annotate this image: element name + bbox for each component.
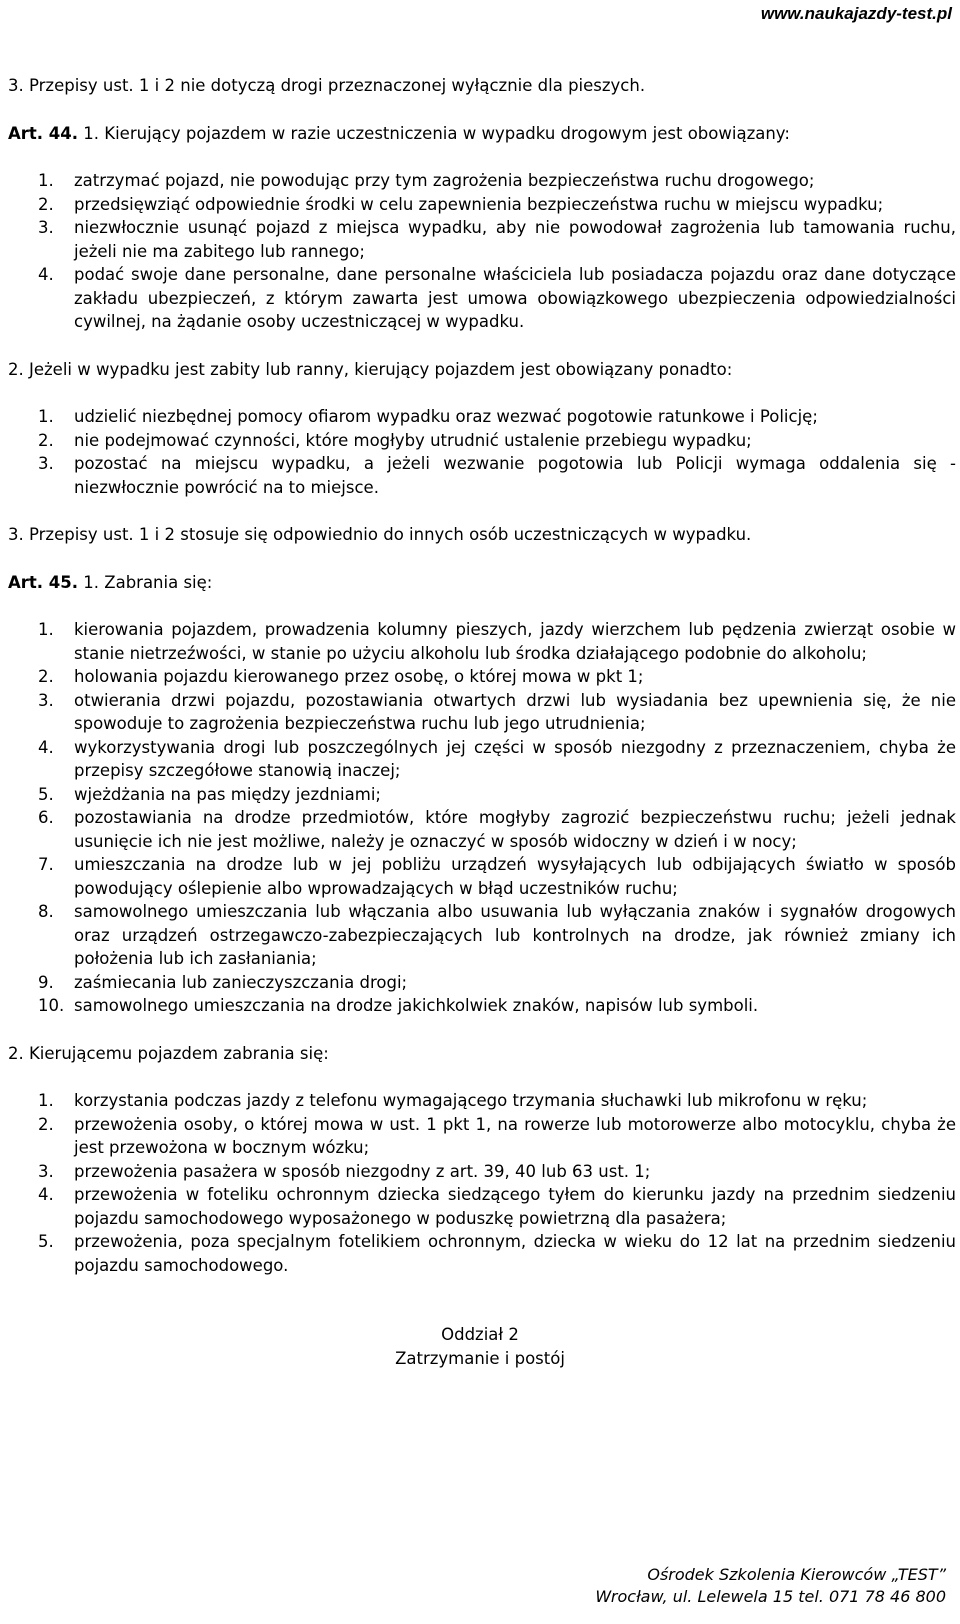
document-body bbox=[8, 74, 956, 1370]
list-item-text: wjeżdżania na pas między jezdniami; bbox=[74, 784, 381, 804]
list-item bbox=[8, 900, 956, 971]
list-item-number: 4. bbox=[38, 737, 54, 757]
article-44-text: 1. Kierujący pojazdem w razie uczestniczenia w wypadku drogowym jest obowiązany: bbox=[78, 123, 790, 143]
list-item-number: 8. bbox=[38, 902, 54, 921]
list-item bbox=[8, 1230, 956, 1277]
list-item bbox=[8, 618, 956, 665]
list-item-number: 1. bbox=[38, 171, 54, 190]
list-item-text: udzielić niezbędnej pomocy ofiarom wypadku oraz wezwać pogotowie ratunkowe i Policję; bbox=[74, 407, 818, 426]
list-item-number: 2. bbox=[38, 1114, 54, 1134]
list-item-text: zatrzymać pojazd, nie powodując przy tym zagrożenia bezpieczeństwa ruchu drogowego; bbox=[74, 171, 815, 190]
list-item bbox=[8, 665, 956, 689]
site-url: www.naukajazdy-test.pl bbox=[760, 4, 952, 23]
list-item bbox=[8, 736, 956, 783]
list-item bbox=[8, 216, 956, 263]
list-item bbox=[8, 1160, 956, 1184]
list-item-number: 6. bbox=[38, 808, 54, 827]
list-item-text: korzystania podczas jazdy z telefonu wymagającego trzymania słuchawki lub mikrofonu w ręku; bbox=[74, 1091, 868, 1110]
list-item-number: 4. bbox=[38, 1185, 54, 1204]
list-item-text: kierowania pojazdem, prowadzenia kolumny pieszych, jazdy wierzchem lub pędzenia zwierząt osobie w stanie nietrzeźwości, w stanie po użyciu alkoholu lub środka działającego podobnie do alkoholu; bbox=[74, 620, 956, 663]
list-item bbox=[8, 1089, 956, 1113]
list-item-text: umieszczania na drodze lub w jej pobliżu urządzeń wysyłających lub odbijających światło w sposób powodujący oślepienie albo wprowadzających w błąd uczestników ruchu; bbox=[74, 855, 956, 898]
list-item bbox=[8, 405, 956, 429]
section-title: Oddział 2 bbox=[441, 1325, 519, 1344]
list-item-text: przewożenia osoby, o której mowa w ust. 1 pkt 1, na rowerze lub motorowerze albo motocyklu, chyba że jest przewożona w bocznym wózku; bbox=[74, 1114, 956, 1157]
paragraph-43-3: 3. Przepisy ust. 1 i 2 nie dotyczą drogi przeznaczonej wyłącznie dla pieszych. bbox=[8, 76, 646, 95]
list-item-number: 3. bbox=[38, 454, 54, 473]
list-item-text: holowania pojazdu kierowanego przez osobę, o której mowa w pkt 1; bbox=[74, 667, 644, 686]
list-item-text: otwierania drzwi pojazdu, pozostawiania otwartych drzwi lub wysiadania bez upewnienia się, że nie spowoduje to zagrożenia bezpieczeństwa ruchu lub jego utrudnienia; bbox=[74, 690, 956, 733]
list-item-text: samowolnego umieszczania lub włączania albo usuwania lub wyłączania znaków i sygnałów drogowych oraz urządzeń ostrzegawczo-zabezpieczających lub kontrolnych na drodze, jak również zmiany ich położenia lub ich zasłaniania; bbox=[74, 902, 956, 968]
list-item bbox=[8, 806, 956, 853]
list-item-number: 7. bbox=[38, 855, 54, 874]
list-item-text: wykorzystywania drogi lub poszczególnych jej części w sposób niezgodny z przeznaczeniem, chyba że przepisy szczegółowe stanowią inaczej; bbox=[74, 737, 956, 780]
article-44-label: Art. 44. bbox=[8, 123, 79, 143]
list-item bbox=[8, 1113, 956, 1160]
list-item bbox=[8, 853, 956, 900]
list-item-number: 4. bbox=[38, 265, 54, 284]
paragraph-44-3: 3. Przepisy ust. 1 i 2 stosuje się odpowiednio do innych osób uczestniczących w wypadku. bbox=[8, 525, 752, 544]
list-art44-ust1 bbox=[8, 169, 956, 334]
list-item bbox=[8, 429, 956, 453]
list-item-text: zaśmiecania lub zanieczyszczania drogi; bbox=[74, 972, 408, 992]
article-45-heading bbox=[8, 571, 956, 595]
article-44-heading bbox=[8, 122, 956, 146]
list-item-number: 3. bbox=[38, 690, 54, 710]
list-item-text: przewożenia, poza specjalnym fotelikiem ochronnym, dziecka w wieku do 12 lat na przednim siedzeniu pojazdu samochodowego. bbox=[74, 1232, 956, 1275]
list-item-text: podać swoje dane personalne, dane personalne właściciela lub posiadacza pojazdu oraz dane dotyczące zakładu ubezpieczeń, z którym zawarta jest umowa obowiązkowego ubezpieczenia odpowiedzialności cywilnej, na żądanie osoby uczestniczącej w wypadku. bbox=[74, 265, 956, 331]
list-item-number: 2. bbox=[38, 430, 54, 450]
paragraph-44-2: 2. Jeżeli w wypadku jest zabity lub ranny, kierujący pojazdem jest obowiązany ponadto: bbox=[8, 359, 733, 379]
list-art45-ust1 bbox=[8, 618, 956, 1018]
list-item-text: pozostać na miejscu wypadku, a jeżeli wezwanie pogotowia lub Policji wymaga oddalenia się - niezwłocznie powrócić na to miejsce. bbox=[74, 454, 956, 497]
list-item-number: 1. bbox=[38, 1091, 54, 1110]
article-45-text: 1. Zabrania się: bbox=[78, 572, 213, 592]
footer-address: Wrocław, ul. Lelewela 15 tel. 071 78 46 800 bbox=[595, 1587, 946, 1606]
list-item-number: 3. bbox=[38, 1161, 54, 1181]
list-item-text: nie podejmować czynności, które mogłyby utrudnić ustalenie przebiegu wypadku; bbox=[74, 430, 752, 450]
footer-school-name: Ośrodek Szkolenia Kierowców „TEST” bbox=[647, 1565, 946, 1584]
list-item-text: pozostawiania na drodze przedmiotów, które mogłyby zagrozić bezpieczeństwu ruchu; jeżeli jednak usunięcie ich nie jest możliwe, należy je oznaczyć w sposób widoczny w dzień i w nocy; bbox=[74, 808, 956, 851]
list-item-number: 5. bbox=[38, 1232, 54, 1251]
list-item-number: 1. bbox=[38, 407, 54, 426]
list-item bbox=[8, 971, 956, 995]
list-item-number: 3. bbox=[38, 218, 54, 237]
list-item bbox=[8, 169, 956, 193]
list-art44-ust2 bbox=[8, 405, 956, 499]
list-item bbox=[8, 994, 956, 1018]
list-item bbox=[8, 689, 956, 736]
list-item-text: przewożenia pasażera w sposób niezgodny z art. 39, 40 lub 63 ust. 1; bbox=[74, 1161, 651, 1181]
list-item-number: 9. bbox=[38, 972, 54, 992]
list-item-number: 2. bbox=[38, 194, 54, 214]
list-item-text: przewożenia w foteliku ochronnym dziecka siedzącego tyłem do kierunku jazdy na przednim siedzeniu pojazdu samochodowego wyposażonego w poduszkę powietrzną dla pasażera; bbox=[74, 1185, 956, 1228]
list-item bbox=[8, 263, 956, 334]
list-art45-ust2 bbox=[8, 1089, 956, 1277]
list-item-number: 1. bbox=[38, 620, 54, 639]
list-item bbox=[8, 193, 956, 217]
list-item-number: 5. bbox=[38, 784, 54, 804]
section-subtitle: Zatrzymanie i postój bbox=[395, 1348, 565, 1368]
list-item-number: 2. bbox=[38, 667, 54, 686]
list-item-text: przedsięwziąć odpowiednie środki w celu zapewnienia bezpieczeństwa ruchu w miejscu wypadku; bbox=[74, 194, 884, 214]
list-item-text: niezwłocznie usunąć pojazd z miejsca wypadku, aby nie powodował zagrożenia lub tamowania ruchu, jeżeli nie ma zabitego lub rannego; bbox=[74, 218, 956, 261]
article-45-label: Art. 45. bbox=[8, 572, 79, 592]
list-item bbox=[8, 1183, 956, 1230]
list-item-number: 10. bbox=[38, 996, 65, 1015]
paragraph-45-2: 2. Kierującemu pojazdem zabrania się: bbox=[8, 1043, 329, 1063]
list-item-text: samowolnego umieszczania na drodze jakichkolwiek znaków, napisów lub symboli. bbox=[74, 996, 759, 1015]
footer bbox=[595, 1564, 946, 1608]
list-item bbox=[8, 783, 956, 807]
list-item bbox=[8, 452, 956, 499]
